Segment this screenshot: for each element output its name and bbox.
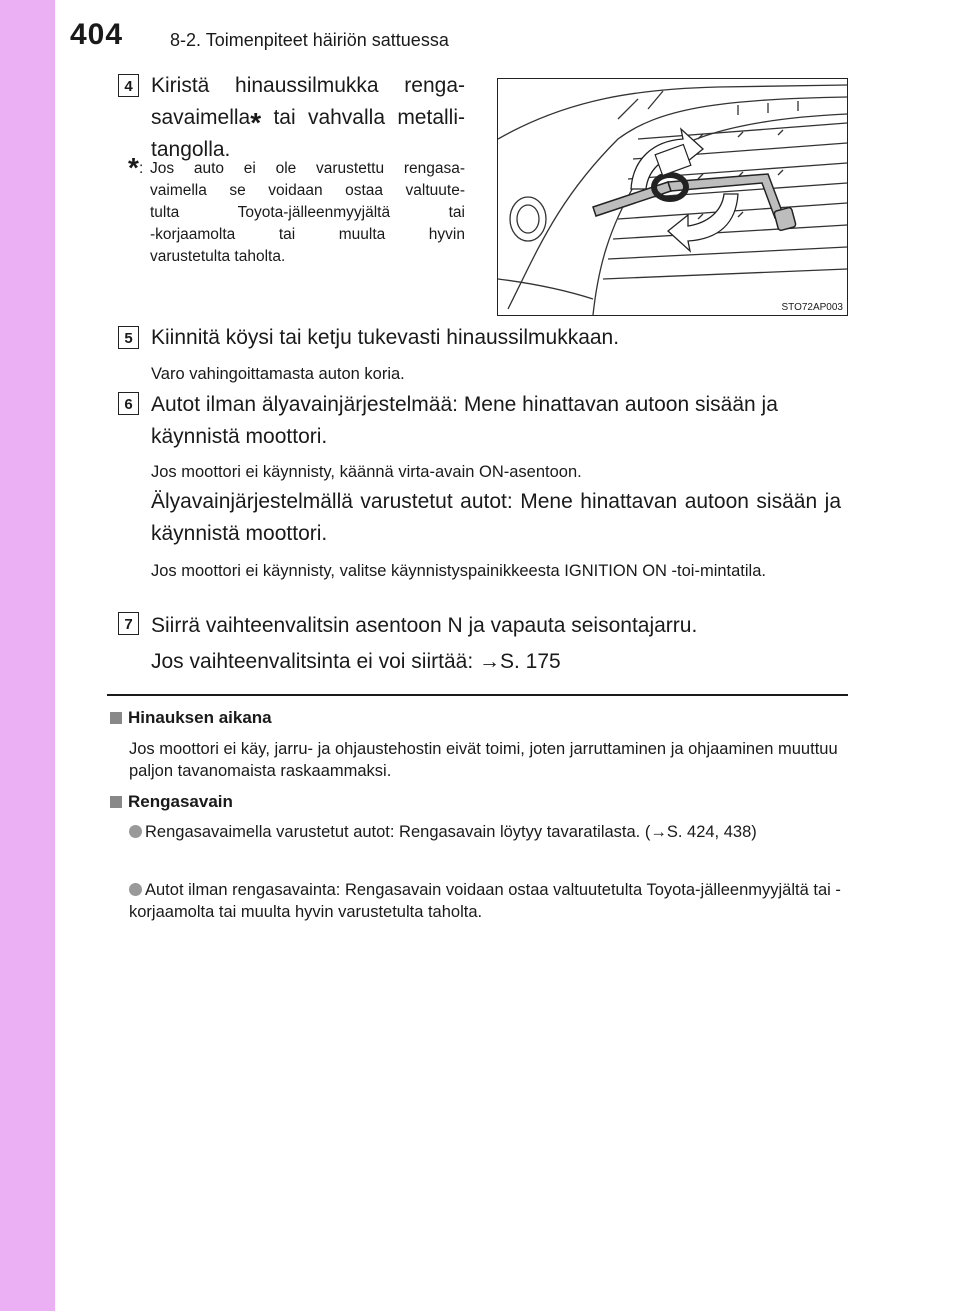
footnote-colon: : bbox=[139, 160, 144, 177]
info-bullet-1 bbox=[129, 821, 849, 843]
step-4-line-2 bbox=[151, 102, 465, 138]
info-heading-wrench-text: Rengasavain bbox=[128, 792, 233, 811]
step-4-line-3: tangolla. bbox=[151, 138, 231, 161]
step-number-4: 4 bbox=[118, 74, 139, 97]
step-4-line-2a: savaimella bbox=[151, 106, 251, 129]
step-4-text bbox=[151, 70, 465, 166]
footnote-line-2: vaimella se voidaan ostaa valtuute- bbox=[150, 182, 465, 199]
step-6-text-2: Älyavainjärjestelmällä varustetut autot: Mene hinattavan autoon sisään ja käynnistä moottori. bbox=[151, 490, 841, 545]
square-bullet-icon bbox=[110, 712, 122, 724]
step-5-note: Varo vahingoittamasta auton koria. bbox=[151, 365, 405, 383]
side-color-band bbox=[0, 0, 55, 1311]
info-heading-wrench bbox=[110, 792, 233, 812]
step-6-note: Jos moottori ei käynnisty, käännä virta-avain ON-asentoon. bbox=[151, 463, 582, 481]
section-divider bbox=[107, 694, 848, 696]
step-6-note-2: Jos moottori ei käynnisty, valitse käynnistyspainikkeesta IGNITION ON -toi-mintatila. bbox=[151, 562, 766, 580]
info-heading-towing-text: Hinauksen aikana bbox=[128, 708, 272, 727]
chapter-title: 8-2. Toimenpiteet häiriön sattuessa bbox=[170, 30, 449, 50]
info-bullet-2 bbox=[129, 879, 849, 923]
info-heading-towing bbox=[110, 708, 272, 728]
step-4-line-1: Kiristä hinaussilmukka renga- bbox=[151, 74, 465, 97]
footnote-line-1: Jos auto ei ole varustettu rengasa- bbox=[150, 160, 465, 177]
step-number-6: 6 bbox=[118, 392, 139, 415]
footnote-line-5: varustetulta taholta. bbox=[150, 248, 286, 265]
footnote: * : Jos auto ei ole varustettu rengasa- vaimella se voidaan ostaa valtuute- tulta Toyota-jälleenmyyjältä tai -korjaamolta tai muulta hyvin varustetulta taholta. bbox=[130, 158, 465, 268]
info-towing-text: Jos moottori ei käy, jarru- ja ohjaustehostin eivät toimi, joten jarruttaminen ja ohjaaminen muuttuu paljon tavanomaista raskaammaksi. bbox=[129, 740, 838, 780]
grille-wrench-drawing bbox=[498, 79, 847, 315]
round-bullet-icon bbox=[129, 825, 142, 838]
towing-eye-illustration bbox=[497, 78, 848, 316]
step-4-line-2b: tai vahvalla metalli- bbox=[273, 106, 465, 129]
footnote-marker: * bbox=[250, 107, 262, 138]
step-6-text: Autot ilman älyavainjärjestelmää: Mene hinattavan autoon sisään ja käynnistä moottori. bbox=[151, 393, 778, 448]
step-number-7: 7 bbox=[118, 612, 139, 635]
figure-code: STO72AP003 bbox=[781, 302, 843, 313]
step-7-text: Siirrä vaihteenvalitsin asentoon N ja vapauta seisontajarru. bbox=[151, 614, 698, 637]
page-number: 404 bbox=[70, 18, 124, 51]
footnote-line-3: tulta Toyota-jälleenmyyjältä tai bbox=[150, 204, 465, 221]
info-bullet-2-text: Autot ilman rengasavainta: Rengasavain voidaan ostaa valtuutetulta Toyota-jälleenmyyjältä tai -korjaamolta tai muulta hyvin varustetulta taholta. bbox=[129, 881, 841, 921]
step-7-text-2: Jos vaihteenvalitsinta ei voi siirtää: →S. 175 bbox=[151, 650, 561, 673]
info-bullet-1-text: Rengasavaimella varustetut autot: Rengasavain löytyy tavaratilasta. (→S. 424, 438) bbox=[145, 823, 757, 841]
square-bullet-icon bbox=[110, 796, 122, 808]
step-number-5: 5 bbox=[118, 326, 139, 349]
step-5-text: Kiinnitä köysi tai ketju tukevasti hinaussilmukkaan. bbox=[151, 326, 620, 349]
round-bullet-icon bbox=[129, 883, 142, 896]
footnote-line-4: -korjaamolta tai muulta hyvin bbox=[150, 226, 465, 243]
